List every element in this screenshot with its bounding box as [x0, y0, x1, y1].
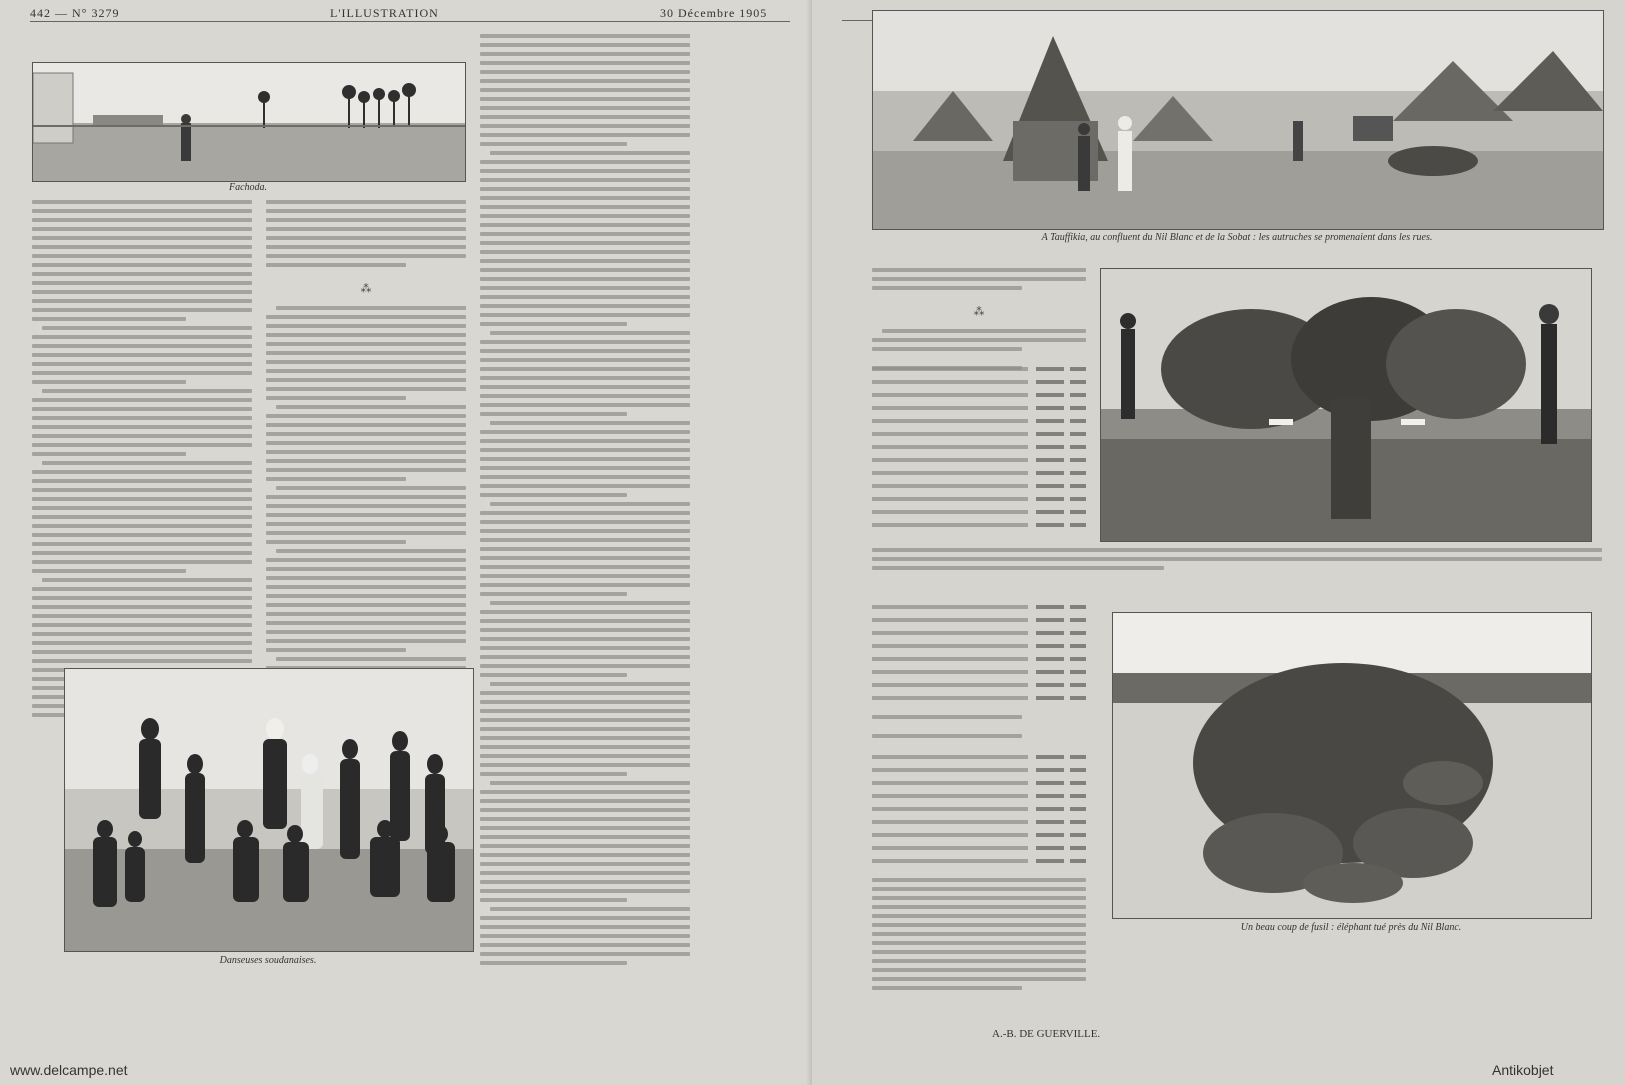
- price-table-2: [872, 600, 1086, 704]
- photo-danseuses-soudanaises: [64, 668, 474, 952]
- price-table-3: [872, 750, 1086, 867]
- text-column-4: ⁂: [872, 268, 1086, 375]
- caption-fachoda: Fachoda.: [228, 182, 268, 193]
- photo-elephants: [1100, 268, 1592, 542]
- magazine-title: L'ILLUSTRATION: [330, 6, 439, 20]
- photo-fachoda: [32, 62, 466, 182]
- text-column-1: [32, 200, 252, 722]
- text-block-5: [872, 548, 1602, 575]
- text-block-6: [872, 715, 1086, 743]
- page-number: 442 — N° 3279: [30, 6, 120, 20]
- left-page: [0, 0, 812, 1085]
- signature: A.-B. DE GUERVILLE.: [992, 1028, 1101, 1040]
- caption-elephant: Un beau coup de fusil : éléphant tué près du Nil Blanc.: [1240, 922, 1462, 933]
- photo-tauffikia: [872, 10, 1604, 230]
- photo-elephant-tue: [1112, 612, 1592, 919]
- issue-date: 30 Décembre 1905: [660, 6, 768, 20]
- text-column-2: ⁂: [266, 200, 466, 702]
- text-block-7: [872, 878, 1086, 995]
- watermark-left: www.delcampe.net: [10, 1062, 128, 1078]
- header-rule: [30, 21, 790, 22]
- caption-tauffikia: A Tauffikia, au confluent du Nil Blanc et de la Sobat : les autruches se promenaient dans les rues.: [1041, 232, 1433, 243]
- price-table-1: [872, 362, 1086, 531]
- caption-danseuses: Danseuses soudanaises.: [219, 955, 317, 966]
- watermark-right: Antikobjet: [1492, 1062, 1554, 1078]
- text-column-3: [480, 34, 690, 970]
- right-page: [812, 0, 1625, 1085]
